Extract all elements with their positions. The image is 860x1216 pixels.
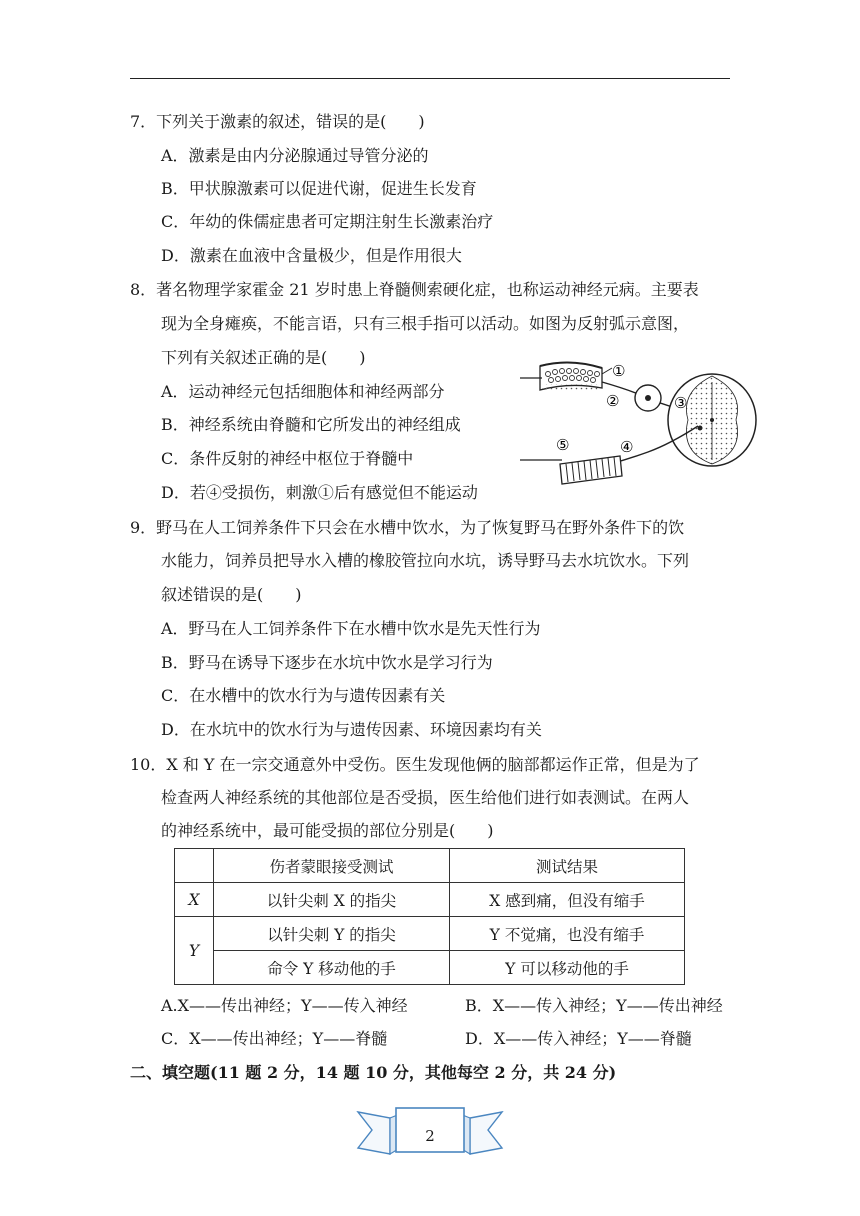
q9-stem-line-3: 叙述错误的是( ): [161, 585, 302, 604]
q10-option-c: C．X——传出神经；Y——脊髓: [161, 1029, 388, 1048]
q10-option-b: B．X——传入神经；Y——传出神经: [465, 996, 723, 1015]
table-header-row: [175, 849, 685, 883]
q9-option-d: D．在水坑中的饮水行为与遗传因素、环境因素均有关: [161, 720, 542, 739]
header-rule: [130, 78, 730, 79]
q9-option-c: C．在水槽中的饮水行为与遗传因素有关: [161, 686, 446, 705]
diagram-label-3: ③: [674, 394, 688, 412]
q10-stem-line-1: 10．X 和 Y 在一宗交通意外中受伤。医生发现他俩的脑部都运作正常，但是为了: [130, 755, 700, 774]
diagram-label-4: ④: [620, 438, 634, 456]
diagram-label-5: ⑤: [556, 436, 570, 454]
page-number: 2: [425, 1127, 435, 1145]
q7-option-b: B．甲状腺激素可以促进代谢，促进生长发育: [161, 179, 477, 198]
table-row: [175, 917, 685, 951]
table-cell-x-label: X: [175, 883, 214, 917]
table-cell-x-result: X 感到痛，但没有缩手: [450, 883, 685, 917]
q10-stem-line-2: 检查两人神经系统的其他部位是否受损，医生给他们进行如表测试。在两人: [161, 788, 690, 807]
q9-option-b: B．野马在诱导下逐步在水坑中饮水是学习行为: [161, 653, 493, 672]
table-header-result: 测试结果: [450, 849, 685, 883]
q9-option-a: A．野马在人工饲养条件下在水槽中饮水是先天性行为: [161, 619, 541, 638]
q8-option-b: B．神经系统由脊髓和它所发出的神经组成: [161, 415, 461, 434]
q8-stem-line-1: 8．著名物理学家霍金 21 岁时患上脊髓侧索硬化症，也称运动神经元病。主要表: [130, 280, 699, 299]
q8-option-d: D．若④受损伤，刺激①后有感觉但不能运动: [161, 483, 478, 502]
table-header-cell-empty: [175, 849, 214, 883]
q9-stem-line-2: 水能力，饲养员把导水入槽的橡胶管拉向水坑，诱导野马去水坑饮水。下列: [161, 551, 690, 570]
table-cell-y-result-1: Y 不觉痛，也没有缩手: [450, 917, 685, 951]
q7-option-a: A．激素是由内分泌腺通过导管分泌的: [161, 146, 429, 165]
table-row: [175, 951, 685, 985]
q7-option-d: D．激素在血液中含量极少，但是作用很大: [161, 246, 462, 265]
table-cell-y-result-2: Y 可以移动他的手: [450, 951, 685, 985]
table-cell-x-test: 以针尖刺 X 的指尖: [214, 883, 450, 917]
test-table: [174, 848, 685, 985]
effector-muscle: [560, 456, 622, 484]
q8-stem-line-2: 现为全身瘫痪，不能言语，只有三根手指可以活动。如图为反射弧示意图，: [161, 314, 690, 333]
q7-stem: 7．下列关于激素的叙述，错误的是( ): [130, 112, 425, 131]
q8-option-a: A．运动神经元包括细胞体和神经两部分: [161, 382, 445, 401]
receptor-skin: [540, 362, 602, 390]
table-row: [175, 883, 685, 917]
q10-option-a: A.X——传出神经；Y——传入神经: [161, 996, 408, 1015]
label-1-pointer: [602, 368, 612, 374]
diagram-label-1: ①: [612, 362, 626, 380]
q8-stem-line-3: 下列有关叙述正确的是( ): [161, 348, 366, 367]
table-cell-y-label: Y: [175, 917, 214, 985]
reflex-arc-diagram: [520, 352, 760, 494]
diagram-label-2: ②: [606, 392, 620, 410]
q7-option-c: C．年幼的侏儒症患者可定期注射生长激素治疗: [161, 212, 494, 231]
spinal-cord: [668, 374, 756, 466]
table-cell-y-test-1: 以针尖刺 Y 的指尖: [214, 917, 450, 951]
section-2-heading: 二、填空题(11 题 2 分，14 题 10 分，其他每空 2 分，共 24 分): [130, 1063, 617, 1082]
q10-stem-line-3: 的神经系统中，最可能受损的部位分别是( ): [161, 821, 494, 840]
q9-stem-line-1: 9．野马在人工饲养条件下只会在水槽中饮水，为了恢复野马在野外条件下的饮: [130, 518, 685, 537]
q10-option-d: D．X——传入神经；Y——脊髓: [465, 1029, 692, 1048]
table-cell-y-test-2: 命令 Y 移动他的手: [214, 951, 450, 985]
q8-option-c: C．条件反射的神经中枢位于脊髓中: [161, 449, 414, 468]
table-header-test: 伤者蒙眼接受测试: [214, 849, 450, 883]
